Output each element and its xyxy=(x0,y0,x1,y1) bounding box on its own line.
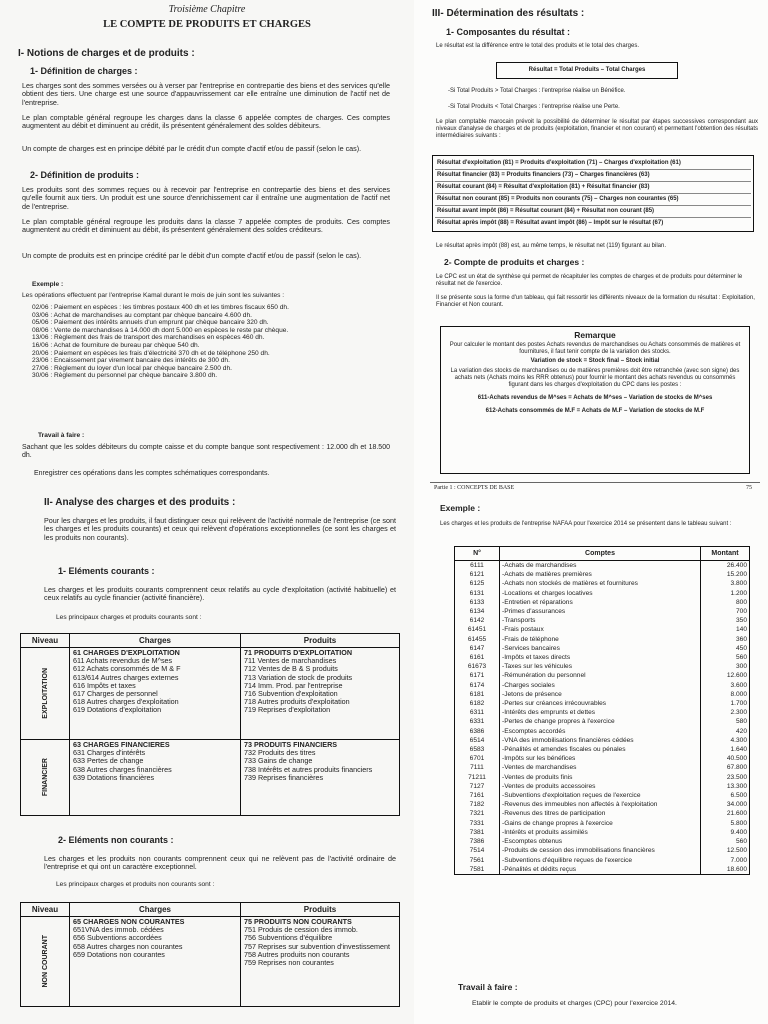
charge-account-item: 618 Autres charges d'exploitation xyxy=(73,697,179,707)
produit-account-item: 757 Reprises sur subvention d'investissement xyxy=(244,941,390,951)
account-label: -Intérêts et produits assimilés xyxy=(500,828,701,837)
account-label: -Primes d'assurances xyxy=(500,607,701,616)
work-text-1: Sachant que les soldes débiteurs du compte caisse et du compte banque sont respectivement : 12.000 dh et 18.500 dh. xyxy=(22,444,390,460)
produits-definition-p3: Un compte de produits est en principe crédité par le débit d'un compte d'actif et/ou de passif (selon le cas). xyxy=(22,251,362,260)
example-label: Exemple : xyxy=(32,281,64,288)
account-number: 6331 xyxy=(455,717,500,726)
account-row xyxy=(455,644,750,653)
produit-account-item: 738 Intérêts et autres produits financiers xyxy=(244,764,373,774)
account-amount: 420 xyxy=(701,727,750,736)
account-number: 7161 xyxy=(455,791,500,800)
operations-list xyxy=(32,304,392,380)
account-label: -Achats non stockés de matières et fournitures xyxy=(500,579,701,588)
charges-non-courantes: 65 CHARGES NON COURANTES 651VNA des immob. cédées 656 Subventions accordées 658 Autres charges non courantes 659 Dotations non courantes xyxy=(70,917,241,1007)
page-title: LE COMPTE DE PRODUITS ET CHARGES xyxy=(103,19,311,30)
col-header-produits-2: Produits xyxy=(241,903,400,917)
account-number: 6171 xyxy=(455,671,500,680)
account-row xyxy=(455,782,750,791)
account-row xyxy=(455,653,750,662)
account-amount: 350 xyxy=(701,616,750,625)
account-row xyxy=(455,616,750,625)
operation-item: 03/06 : Achat de marchandises au comptant par chèque bancaire 4.600 dh. xyxy=(32,311,252,319)
example-2-intro: Les charges et les produits de l'entreprise NAFAA pour l'exercice 2014 se présentent dans le tableau suivant : xyxy=(440,521,732,527)
cpc-text-2: Il se présente sous la forme d'un tableau, qui fait ressortir les différents niveaux de la formation du résultat : Exploitation, Financier et Non courant. xyxy=(436,295,755,308)
account-number: 6147 xyxy=(455,644,500,653)
produit-account-item: 714 Imm. Prod. par l'entreprise xyxy=(244,680,343,690)
account-amount: 26.400 xyxy=(701,561,750,571)
account-amount: 3.600 xyxy=(701,681,750,690)
account-row xyxy=(455,809,750,818)
example-intro: Les opérations effectuent par l'entreprise Kamal durant le mois de juin sont les suivantes : xyxy=(22,292,285,299)
account-amount: 7.000 xyxy=(701,856,750,865)
after-tax-note: Le résultat après impôt (88) est, au même temps, le résultat net (119) figurant au bilan. xyxy=(436,243,667,249)
account-number: 7127 xyxy=(455,782,500,791)
charge-account-item: 619 Dotations d'exploitation xyxy=(73,705,162,715)
courants-text: Les charges et les produits courants comprennent ceux relatifs au cycle d'exploitation (activité habituelle) et ceux relatifs au cycle financier (activité financière). xyxy=(44,585,396,603)
account-number: 7381 xyxy=(455,828,500,837)
account-row xyxy=(455,681,750,690)
account-number: 6131 xyxy=(455,589,500,598)
account-number: 7321 xyxy=(455,809,500,818)
account-number: 6701 xyxy=(455,754,500,763)
non-courants-table xyxy=(20,902,400,1007)
condition-benefice: -Si Total Produits > Total Charges : l'entreprise réalise un Bénéfice. xyxy=(448,88,626,94)
account-amount: 34.000 xyxy=(701,800,750,809)
account-row xyxy=(455,763,750,772)
work-text-2: Enregistrer ces opérations dans les comptes schématiques correspondants. xyxy=(34,470,270,477)
produit-account-item: 718 Autres produits d'exploitation xyxy=(244,697,350,707)
account-row xyxy=(455,745,750,754)
account-amount: 1.640 xyxy=(701,745,750,754)
intermediate-result-line: Résultat non courant (85) = Produits non courants (75) – Charges non courantes (65) xyxy=(435,194,751,206)
intermediate-result-line: Résultat après impôt (88) = Résultat avant impôt (86) – Impôt sur le résultat (67) xyxy=(437,220,664,226)
produit-account-item: 732 Produits des titres xyxy=(244,748,316,758)
account-number: 6161 xyxy=(455,653,500,662)
account-number: 7182 xyxy=(455,800,500,809)
account-label: -Ventes de marchandises xyxy=(500,763,701,772)
account-amount: 300 xyxy=(701,662,750,671)
produits-financiers: 73 PRODUITS FINANCIERS 732 Produits des titres 733 Gains de change 738 Intérêts et autres produits financiers 739 Reprises financières xyxy=(241,740,400,816)
account-row xyxy=(455,579,750,588)
intermediate-result-line: Résultat financier (83) = Produits financiers (73) – Charges financières (63) xyxy=(435,170,751,182)
account-amount: 40.500 xyxy=(701,754,750,763)
col-header-niveau: Niveau xyxy=(21,634,70,648)
account-label: -Pertes de change propres à l'exercice xyxy=(500,717,701,726)
produits-definition-p1: Les produits sont des sommes reçues ou à recevoir par l'entreprise en contrepartie des biens et des services qu'elle fournit aux tiers. Un produit est une source d'enrichissement car il entraîne une augmentation de l'actif net de l'entreprise. xyxy=(22,185,390,211)
produit-account-item: 739 Reprises financières xyxy=(244,772,324,782)
account-amount: 6.500 xyxy=(701,791,750,800)
page-break-line xyxy=(430,482,760,483)
account-amount: 360 xyxy=(701,635,750,644)
courants-table xyxy=(20,633,400,816)
account-row xyxy=(455,671,750,680)
produit-account-item: 712 Ventes de B & S produits xyxy=(244,664,338,674)
level-financier: FINANCIER xyxy=(21,740,70,816)
charge-account-item: 616 Impôts et taxes xyxy=(73,680,136,690)
account-number: 6174 xyxy=(455,681,500,690)
account-amount: 140 xyxy=(701,625,750,634)
account-label: -Achats de marchandises xyxy=(500,561,701,571)
account-amount: 23.500 xyxy=(701,773,750,782)
produit-account-item: 733 Gains de change xyxy=(244,756,313,766)
remark-formula-612: 612-Achats consommés de M.F = Achats de M.F – Variation de stocks de M.F xyxy=(485,408,705,414)
produit-account-item: 758 Autres produits non courants xyxy=(244,949,350,959)
account-number: 6182 xyxy=(455,699,500,708)
section-2-title: II- Analyse des charges et des produits : xyxy=(44,497,236,508)
account-row xyxy=(455,561,750,571)
subsection-produits-title: 2- Définition de produits : xyxy=(30,170,139,180)
account-row xyxy=(455,625,750,634)
operation-item: 08/06 : Vente de marchandises à 14.000 dh dont 5.000 en espèces le reste par chèque. xyxy=(32,326,289,334)
account-row xyxy=(455,791,750,800)
account-label: -Rémunération du personnel xyxy=(500,671,701,680)
account-row xyxy=(455,856,750,865)
account-row xyxy=(455,708,750,717)
account-label: -Services bancaires xyxy=(500,644,701,653)
right-page xyxy=(414,0,768,1024)
account-number: 6111 xyxy=(455,561,500,571)
chapter-label: Troisième Chapitre xyxy=(168,4,246,15)
col-header-niveau-2: Niveau xyxy=(21,903,70,917)
courants-list-intro: Les principaux charges et produits courants sont : xyxy=(56,614,202,621)
intermediate-result-line: Résultat avant impôt (86) = Résultat courant (84) + Résultat non courant (85) xyxy=(435,206,751,218)
composantes-text: Le résultat est la différence entre le total des produits et le total des charges. xyxy=(436,43,640,49)
accounts-table xyxy=(454,546,750,875)
account-label: -Achats de matières premières xyxy=(500,570,701,579)
account-row xyxy=(455,865,750,875)
account-number: 7514 xyxy=(455,846,500,855)
account-number: 6583 xyxy=(455,745,500,754)
account-amount: 800 xyxy=(701,598,750,607)
operation-item: 30/06 : Règlement du personnel par chèque bancaire 3.800 dh. xyxy=(32,372,218,380)
account-row xyxy=(455,699,750,708)
account-number: 61455 xyxy=(455,635,500,644)
subsection-charges-title: 1- Définition de charges : xyxy=(30,66,138,76)
account-amount: 18.600 xyxy=(701,865,750,875)
account-number: 61673 xyxy=(455,662,500,671)
charge-account-item: 658 Autres charges non courantes xyxy=(73,941,183,951)
work-label: Travail à faire : xyxy=(38,432,85,439)
account-label: -Ventes de produits accessoires xyxy=(500,782,701,791)
account-amount: 1.700 xyxy=(701,699,750,708)
non-courants-text: Les charges et les produits non courants comprennent ceux qui ne relèvent pas de l'activité ordinaire de l'entreprise et qui ont un caractère exceptionnel. xyxy=(44,854,396,872)
account-amount: 3.800 xyxy=(701,579,750,588)
produits-exploitation: 71 PRODUITS D'EXPLOITATION 711 Ventes de marchandises 712 Ventes de B & S produits 713 Variation de stock de produits 714 Imm. Prod. par l'entreprise 716 Subvention d'exploitation 718 Autres produits d'exploitation 719 Reprises d'exploitation xyxy=(241,648,400,740)
produit-account-item: 711 Ventes de marchandises xyxy=(244,656,337,666)
charges-financieres: 63 CHARGES FINANCIERES 631 Charges d'intérêts 633 Pertes de change 638 Autres charges financières 639 Dotations financières xyxy=(70,740,241,816)
condition-perte: -Si Total Produits < Total Charges : l'entreprise réalise une Perte. xyxy=(448,104,620,110)
section-3-title: III- Détermination des résultats : xyxy=(432,8,585,19)
account-number: 61451 xyxy=(455,625,500,634)
footer-page-number: 75 xyxy=(746,485,752,491)
account-amount: 15.200 xyxy=(701,570,750,579)
account-row xyxy=(455,837,750,846)
remark-formula-611: 611-Achats revendus de M^ses = Achats de M^ses – Variation de stocks de M^ses xyxy=(477,395,713,401)
charge-account-item: 638 Autres charges financières xyxy=(73,764,172,774)
charge-account-item: 617 Charges de personnel xyxy=(73,689,158,699)
account-row xyxy=(455,846,750,855)
account-amount: 2.300 xyxy=(701,708,750,717)
work-2-label: Travail à faire : xyxy=(458,982,518,992)
produit-account-item: 719 Reprises d'exploitation xyxy=(244,705,331,715)
account-label: -Pénalités et dédits reçus xyxy=(500,865,701,875)
account-label: -Gains de change propres à l'exercice xyxy=(500,819,701,828)
account-amount: 450 xyxy=(701,644,750,653)
result-formula-box: Résultat = Total Produits – Total Charges xyxy=(496,62,678,79)
account-label: -Jetons de présence xyxy=(500,690,701,699)
account-amount: 8.000 xyxy=(701,690,750,699)
account-number: 7386 xyxy=(455,837,500,846)
produit-account-item: 759 Reprises non courantes xyxy=(244,958,334,968)
charge-account-item: 631 Charges d'intérêts xyxy=(73,748,146,758)
charge-account-item: 611 Achats revendus de M^ses xyxy=(73,656,173,666)
account-row xyxy=(455,717,750,726)
account-number: 6133 xyxy=(455,598,500,607)
produit-account-item: 713 Variation de stock de produits xyxy=(244,672,353,682)
remark-text-2: La variation des stocks de marchandises ou de matières premières doit être retranchée (avec son signe) des achats nets (Achats moins les RRR obtenus) pour fournir le montant des achats revendus ou consommés figurant dans les charges d'exploitation du CPC dans les postes : xyxy=(450,368,740,388)
intermediate-results-box xyxy=(432,155,754,232)
col-header-numero: N° xyxy=(455,547,500,561)
account-row xyxy=(455,635,750,644)
account-label: -Pénalités et amendes fiscales ou pénales xyxy=(500,745,701,754)
non-courants-list-intro: Les principaux charges et produits non courants sont : xyxy=(56,881,215,888)
subsection-courants-title: 1- Eléments courants : xyxy=(58,566,155,576)
composantes-text-2: Le plan comptable marocain prévoit la possibilité de déterminer le résultat par étapes successives correspondant aux niveaux d'analyse de charges et de produits (exploitation, financier et non courant) et permettant l'obtention des résultats intermédiaires suivants : xyxy=(436,119,758,139)
produits-non-courants: 75 PRODUITS NON COURANTS 751 Produis de cession des immob. 756 Subventions d'équilibre 757 Reprises sur subvention d'investissement 758 Autres produits non courants 759 Reprises non courantes xyxy=(241,917,400,1007)
account-amount: 560 xyxy=(701,653,750,662)
account-label: -VNA des immobilisations financières cédées xyxy=(500,736,701,745)
account-amount: 700 xyxy=(701,607,750,616)
operation-item: 05/06 : Paiement des intérêts annuels d'un emprunt par chèque bancaire 320 dh. xyxy=(32,319,269,327)
account-row xyxy=(455,598,750,607)
section-2-text: Pour les charges et les produits, il faut distinguer ceux qui relèvent de l'activité normale de l'entreprise (ce sont les charges et les produits courants) et ceux qui relèvent d'opérations exceptionnelles (ce sont les charges et les produits non courants). xyxy=(44,516,396,542)
account-number: 6134 xyxy=(455,607,500,616)
account-row xyxy=(455,773,750,782)
account-amount: 13.300 xyxy=(701,782,750,791)
col-header-produits: Produits xyxy=(241,634,400,648)
account-label: -Escomptes accordés xyxy=(500,727,701,736)
account-label: -Produits de cession des immobilisations financières xyxy=(500,846,701,855)
col-header-charges: Charges xyxy=(70,634,241,648)
subsection-composantes-title: 1- Composantes du résultat : xyxy=(446,27,571,37)
charge-account-item: 613/614 Autres charges externes xyxy=(73,672,179,682)
account-row xyxy=(455,690,750,699)
section-1-title: I- Notions de charges et de produits : xyxy=(18,48,195,59)
account-number: 7331 xyxy=(455,819,500,828)
charge-account-item: 633 Pertes de change xyxy=(73,756,144,766)
col-header-comptes: Comptes xyxy=(500,547,701,561)
account-label: -Pertes sur créances irrécouvrables xyxy=(500,699,701,708)
account-row xyxy=(455,754,750,763)
account-label: -Transports xyxy=(500,616,701,625)
account-row xyxy=(455,727,750,736)
col-header-montant: Montant xyxy=(701,547,750,561)
cpc-text-1: Le CPC est un état de synthèse qui permet de récapituler les comptes de charges et de produits pour déterminer le résultat net de l'exercice. xyxy=(436,274,743,287)
account-amount: 67.800 xyxy=(701,763,750,772)
remark-formula: Variation de stock = Stock final – Stock initial xyxy=(530,358,660,364)
charge-account-item: 651VNA des immob. cédées xyxy=(73,925,164,935)
account-label: -Revenus des immeubles non affectés à l'exploitation xyxy=(500,800,701,809)
account-number: 7111 xyxy=(455,763,500,772)
account-label: -Revenus des titres de participation xyxy=(500,809,701,818)
charges-definition-p1: Les charges sont des sommes versées ou à verser par l'entreprise en contrepartie des biens et des services qu'elle obtient des tiers. Une charge est une source d'appauvrissement car elle entraîne une diminution de l'actif net de l'entreprise. xyxy=(22,81,390,107)
account-label: -Charges sociales xyxy=(500,681,701,690)
account-amount: 4.300 xyxy=(701,736,750,745)
produit-account-item: 716 Subvention d'exploitation xyxy=(244,689,338,699)
charges-definition-p3: Un compte de charges est en principe débité par le crédit d'un compte d'actif et/ou de passif (selon le cas). xyxy=(22,144,362,153)
level-non-courant: NON COURANT xyxy=(21,917,70,1007)
account-label: -Escomptes obtenus xyxy=(500,837,701,846)
operation-item: 02/06 : Paiement en espèces : les timbres postaux 400 dh et les timbres fiscaux 650 dh. xyxy=(32,304,289,311)
operation-item: 23/06 : Encaissement par virement bancaire des intérêts de 300 dh. xyxy=(32,357,230,365)
remark-title: Remarque xyxy=(574,330,616,340)
charges-exploitation: 61 CHARGES D'EXPLOITATION 611 Achats revendus de M^ses 612 Achats consommés de M & F 613/614 Autres charges externes 616 Impôts et taxes 617 Charges de personnel 618 Autres charges d'exploitation 619 Dotations d'exploitation xyxy=(70,648,241,740)
charge-account-item: 612 Achats consommés de M & F xyxy=(73,664,181,674)
col-header-charges-2: Charges xyxy=(70,903,241,917)
level-exploitation: EXPLOITATION xyxy=(21,648,70,740)
account-number: 6125 xyxy=(455,579,500,588)
account-label: -Intérêts des emprunts et dettes xyxy=(500,708,701,717)
account-row xyxy=(455,589,750,598)
example-2-label: Exemple : xyxy=(440,503,481,513)
account-label: -Locations et charges locatives xyxy=(500,589,701,598)
account-label: -Taxes sur les véhicules xyxy=(500,662,701,671)
charges-definition-p2: Le plan comptable général regroupe les charges dans la classe 6 appelée comptes de charges. Ces comptes augmentent au débit et diminuent au crédit, ils présentent généralement des soldes débiteurs. xyxy=(22,113,390,131)
account-label: -Entretien et réparations xyxy=(500,598,701,607)
account-row xyxy=(455,607,750,616)
produit-account-item: 756 Subventions d'équilibre xyxy=(244,933,333,943)
charge-account-item: 659 Dotations non courantes xyxy=(73,949,165,959)
produit-account-item: 751 Produis de cession des immob. xyxy=(244,925,358,935)
account-amount: 560 xyxy=(701,837,750,846)
account-amount: 21.600 xyxy=(701,809,750,818)
account-row xyxy=(455,819,750,828)
account-label: -Impôts sur les bénéfices xyxy=(500,754,701,763)
produits-definition-p2: Le plan comptable général regroupe les produits dans la classe 7 appelée comptes de produits. Ces comptes augmentent au crédit et diminuent au débit, ils présentent généralement des soldes créditeurs. xyxy=(22,217,390,235)
account-number: 6142 xyxy=(455,616,500,625)
account-number: 7581 xyxy=(455,865,500,875)
intermediate-result-line: Résultat d'exploitation (81) = Produits d'exploitation (71) – Charges d'exploitation (61) xyxy=(435,158,751,170)
account-label: -Frais postaux xyxy=(500,625,701,634)
charge-account-item: 656 Subventions accordées xyxy=(73,933,162,943)
remark-box xyxy=(440,326,750,474)
operation-item: 27/06 : Règlement du loyer d'un local par chèque bancaire 2.500 dh. xyxy=(32,364,232,372)
account-number: 7561 xyxy=(455,856,500,865)
account-amount: 9.400 xyxy=(701,828,750,837)
account-number: 6311 xyxy=(455,708,500,717)
account-label: -Frais de téléphone xyxy=(500,635,701,644)
account-number: 71211 xyxy=(455,773,500,782)
account-row xyxy=(455,800,750,809)
account-number: 6181 xyxy=(455,690,500,699)
intermediate-result-line: Résultat courant (84) = Résultat d'exploitation (81) + Résultat financier (83) xyxy=(435,182,751,194)
account-label: -Impôts et taxes directs xyxy=(500,653,701,662)
subsection-non-courants-title: 2- Eléments non courants : xyxy=(58,835,174,845)
remark-text-1: Pour calculer le montant des postes Achats revendus de marchandises ou Achats consommés de matières et fournitures, il faut tenir compte de la variation des stocks. xyxy=(449,342,741,355)
account-amount: 580 xyxy=(701,717,750,726)
footer-part-label: Partie 1 : CONCEPTS DE BASE xyxy=(434,485,515,491)
subsection-cpc-title: 2- Compte de produits et charges : xyxy=(444,257,585,267)
account-label: -Subventions d'équilibre reçues de l'exercice xyxy=(500,856,701,865)
account-row xyxy=(455,828,750,837)
account-label: -Subventions d'exploitation reçues de l'exercice xyxy=(500,791,701,800)
account-number: 6121 xyxy=(455,570,500,579)
account-number: 6386 xyxy=(455,727,500,736)
account-row xyxy=(455,570,750,579)
account-label: -Ventes de produits finis xyxy=(500,773,701,782)
account-amount: 12.500 xyxy=(701,846,750,855)
account-number: 6514 xyxy=(455,736,500,745)
operation-item: 16/06 : Achat de fourniture de bureau par chèque 540 dh. xyxy=(32,341,200,349)
account-row xyxy=(455,662,750,671)
operation-item: 13/06 : Règlement des frais de transport des marchandises en espèces 460 dh. xyxy=(32,334,265,342)
account-amount: 5.800 xyxy=(701,819,750,828)
charge-account-item: 639 Dotations financières xyxy=(73,772,155,782)
account-row xyxy=(455,736,750,745)
operation-item: 20/06 : Paiement en espèces les frais d'électricité 370 dh et de téléphone 250 dh. xyxy=(32,349,270,357)
account-amount: 1.200 xyxy=(701,589,750,598)
account-amount: 12.600 xyxy=(701,671,750,680)
work-2-text: Etablir le compte de produits et charges (CPC) pour l'exercice 2014. xyxy=(472,1000,677,1007)
